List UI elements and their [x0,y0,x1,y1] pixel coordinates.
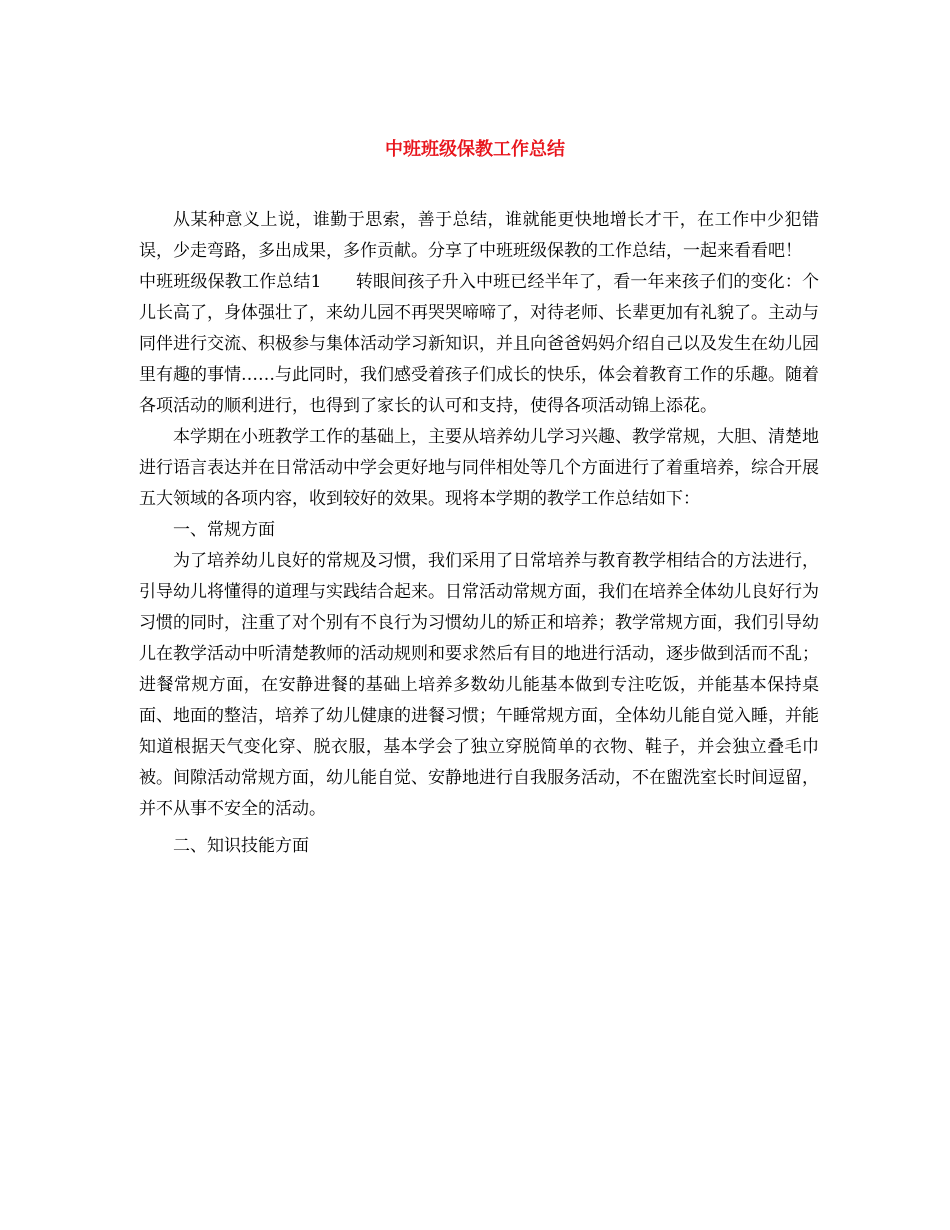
semester-paragraph: 本学期在小班教学工作的基础上，主要从培养幼儿学习兴趣、教学常规，大胆、清楚地进行语言表达并在日常活动中学会更好地与同伴相处等几个方面进行了着重培养，综合开展五大领域的各项内容，收到较好的效果。现将本学期的教学工作总结如下： [139,427,819,509]
section-heading-knowledge-skills: 二、知识技能方面 [173,836,309,856]
section-heading-routine: 一、常规方面 [173,520,275,540]
intro-paragraph: 从某种意义上说，谁勤于思索，善于总结，谁就能更快地增长才干，在工作中少犯错误，少走弯路，多出成果，多作贡献。分享了中班班级保教的工作总结，一起来看看吧！ [139,210,819,261]
document-title: 中班班级保教工作总结 [385,139,565,160]
routine-paragraph: 为了培养幼儿良好的常规及习惯，我们采用了日常培养与教育教学相结合的方法进行，引导幼儿将懂得的道理与实践结合起来。日常活动常规方面，我们在培养全体幼儿良好行为习惯的同时，注重了对个别有不良行为习惯幼儿的矫正和培养；教学常规方面，我们引导幼儿在教学活动中听清楚教师的活动规则和要求然后有目的地进行活动，逐步做到活而不乱；进餐常规方面，在安静进餐的基础上培养多数幼儿能基本做到专注吃饭，并能基本保持桌面、地面的整洁，培养了幼儿健康的进餐习惯；午睡常规方面，全体幼儿能自觉入睡，并能知道根据天气变化穿、脱衣服，基本学会了独立穿脱简单的衣物、鞋子，并会独立叠毛巾被。间隙活动常规方面，幼儿能自觉、安静地进行自我服务活动，不在盥洗室长时间逗留，并不从事不安全的活动。 [139,551,819,819]
document-body [139,205,819,862]
summary-1-paragraph: 中班班级保教工作总结1 转眼间孩子升入中班已经半年了，看一年来孩子们的变化：个儿长高了，身体强壮了，来幼儿园不再哭哭啼啼了，对待老师、长辈更加有礼貌了。主动与同伴进行交流、积极参与集体活动学习新知识，并且向爸爸妈妈介绍自己以及发生在幼儿园里有趣的事情……与此同时，我们感受着孩子们成长的快乐，体会着教育工作的乐趣。随着各项活动的顺利进行，也得到了家长的认可和支持，使得各项活动锦上添花。 [139,272,819,416]
